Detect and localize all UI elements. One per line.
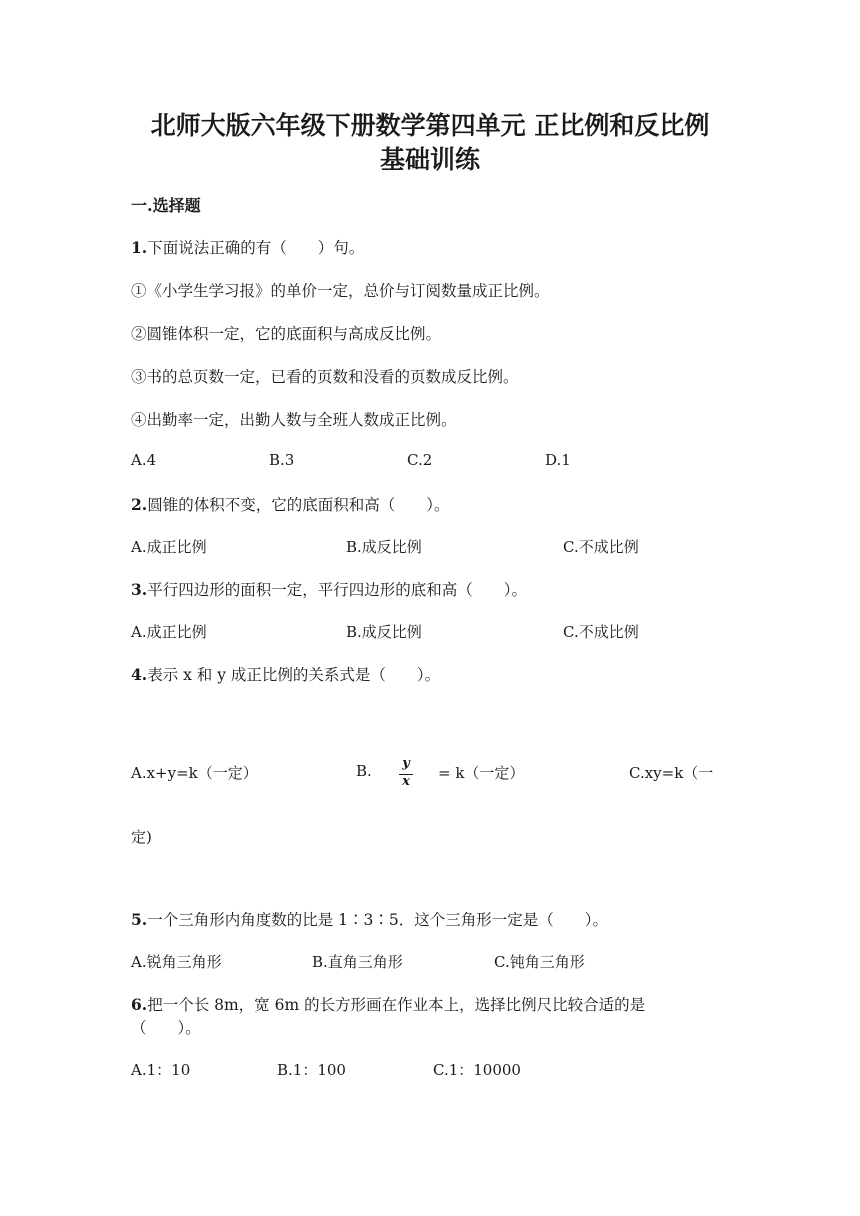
q4-option-c-wrap: 定) <box>131 828 152 846</box>
q5-option-a: A.锐角三角形 <box>131 953 222 971</box>
question-number: 3. <box>131 580 148 599</box>
question-number: 2. <box>131 495 148 514</box>
question-4 <box>131 663 440 685</box>
q4-option-c: C.xy=k（一 <box>629 764 714 782</box>
question-stem: 圆锥的体积不变，它的底面积和高（ ）。 <box>147 496 450 514</box>
q1-option-c: C.2 <box>407 451 433 469</box>
q2-option-b: B.成反比例 <box>346 538 422 556</box>
question-stem: 平行四边形的面积一定，平行四边形的底和高（ ）。 <box>147 581 527 599</box>
q2-option-a: A.成正比例 <box>131 538 207 556</box>
q6-option-b: B.1：100 <box>277 1061 346 1079</box>
question-stem: 把一个长 8m，宽 6m 的长方形画在作业本上，选择比例尺比较合适的是 <box>147 996 646 1014</box>
q1-option-b: B.3 <box>269 451 295 469</box>
question-stem: 表示 x 和 y 成正比例的关系式是（ ）。 <box>147 666 441 684</box>
question-stem: 一个三角形内角度数的比是 1∶3∶5．这个三角形一定是（ ）。 <box>147 911 608 929</box>
q4-option-a: A.x+y=k（一定） <box>131 764 258 782</box>
q4-option-b-label: B. <box>356 762 372 780</box>
q6-option-a: A.1：10 <box>131 1061 191 1079</box>
q3-option-b: B.成反比例 <box>346 623 422 641</box>
q4-option-b-text: = k（一定） <box>438 764 525 782</box>
title-line-2: 基础训练 <box>379 145 480 174</box>
question-6 <box>131 993 645 1015</box>
section-heading: 一.选择题 <box>131 196 201 215</box>
fraction-denominator: x <box>402 774 410 789</box>
fraction-numerator: y <box>402 756 410 771</box>
statement-2: ②圆锥体积一定，它的底面积与高成反比例。 <box>131 325 442 343</box>
question-3 <box>131 578 527 600</box>
q5-option-b: B.直角三角形 <box>312 953 403 971</box>
q6-option-c: C.1：10000 <box>433 1061 521 1079</box>
statement-4: ④出勤率一定，出勤人数与全班人数成正比例。 <box>131 411 457 429</box>
q1-option-a: A.4 <box>131 451 157 469</box>
q3-option-a: A.成正比例 <box>131 623 207 641</box>
question-2 <box>131 493 449 515</box>
question-number: 6. <box>131 995 148 1014</box>
title-line-1: 北师大版六年级下册数学第四单元 正比例和反比例 <box>150 111 710 140</box>
q2-option-c: C.不成比例 <box>563 538 639 556</box>
question-number: 1. <box>131 238 148 257</box>
statement-1: ①《小学生学习报》的单价一定，总价与订阅数量成正比例。 <box>131 282 550 300</box>
question-stem: 下面说法正确的有（ ）句。 <box>147 239 365 257</box>
question-5 <box>131 908 608 930</box>
q3-option-c: C.不成比例 <box>563 623 639 641</box>
question-number: 5. <box>131 910 148 929</box>
q1-option-d: D.1 <box>545 451 571 469</box>
question-6-wrap: （ ）。 <box>131 1019 201 1037</box>
question-1 <box>131 236 364 258</box>
question-number: 4. <box>131 665 148 684</box>
statement-3: ③书的总页数一定，已看的页数和没看的页数成反比例。 <box>131 368 519 386</box>
q5-option-c: C.钝角三角形 <box>494 953 585 971</box>
